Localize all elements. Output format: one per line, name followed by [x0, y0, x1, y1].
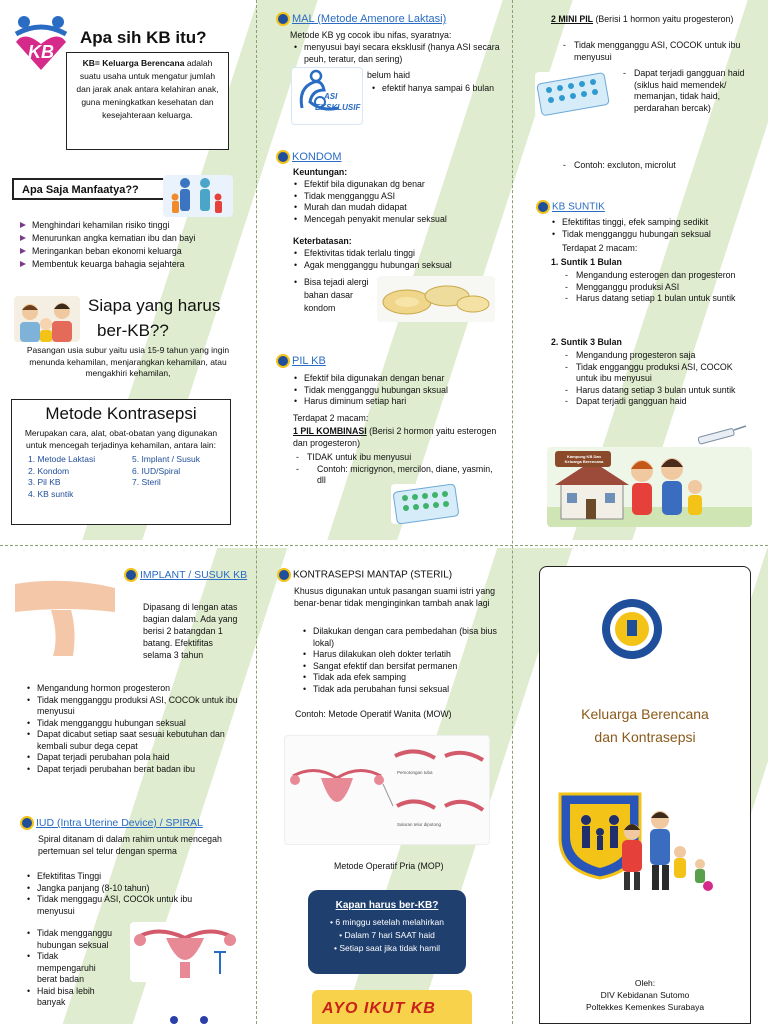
pil-list — [293, 373, 503, 408]
list-item: • menyusui bayi secara eksklusif (hanya ASI secara peuh, teratur, dan sering) — [293, 42, 503, 65]
mini-pil — [551, 14, 751, 26]
list-item: • belum haid — [356, 70, 501, 82]
list-item: • Tidak menggagu ASI, COCOk untuk ibu menyusui — [26, 894, 226, 917]
sterilization-diagram — [284, 735, 490, 845]
pil-kombinasi-list — [293, 452, 493, 487]
poltekkes-emblem-icon — [601, 598, 663, 660]
cover-title-line2: dan Kontrasepsi — [594, 729, 696, 745]
mal-list-2 — [356, 70, 501, 82]
list-item: • Harus diminum setiap hari — [293, 396, 503, 408]
suntik3-heading: 2. Suntik 3 Bulan — [551, 337, 622, 347]
poltekkes-emblem — [601, 598, 663, 660]
oleh-label: Oleh: — [634, 978, 656, 988]
list-item: • Jangka panjang (8-10 tahun) — [26, 883, 226, 895]
eksklusif-label: EKSKLUSIF — [315, 103, 361, 112]
list-item: • Tidak mengganggu hubungan seksual — [26, 718, 248, 730]
mini-pil-list-2 — [620, 68, 760, 114]
kapan-heading: Kapan harus ber-KB? — [335, 900, 439, 911]
iud-list-2 — [26, 928, 116, 1009]
list-item: • Dapat dicabut setiap saat sesuai kebutuhan dan kembali subur dega cepat — [26, 729, 248, 752]
metode-heading: Metode Kontrasepsi — [45, 404, 197, 423]
list-item: • Efektif bila digunakan dg benar — [293, 179, 503, 191]
list-item-text: Setiap saat jika tidak hamil — [339, 943, 440, 953]
suntik1-list — [562, 270, 752, 305]
iud-heading — [20, 816, 203, 830]
kondom-title: KONDOM — [292, 150, 342, 163]
mini-pil-rest: (Berisi 1 hormon yaitu progesteron) — [593, 14, 734, 24]
pil-title: PIL KB — [292, 354, 326, 367]
list-item: Menurunkan angka kematian ibu dan bayi — [18, 232, 248, 245]
list-item: - TIDAK untuk ibu menyusui — [293, 452, 493, 464]
definition-box — [66, 52, 229, 150]
list-item: 3. Pil KB — [28, 477, 61, 487]
list-item: - Contoh: micrigynon, mercilon, diane, yasmin, dll — [293, 464, 493, 487]
list-item: Menghindari kehamilan risiko tinggi — [18, 219, 248, 232]
suntik-list — [551, 217, 761, 240]
kb-logo — [10, 12, 72, 72]
list-item: - Contoh: excluton, microlut — [560, 160, 760, 172]
list-item: • Tidak ada perubahan funsi seksual — [302, 684, 502, 696]
pil-heading — [276, 354, 326, 368]
cover-family-picture — [614, 806, 714, 894]
list-item: • Dapat terjadi perubahan pola haid — [26, 752, 248, 764]
list-item: 7. Steril — [132, 477, 161, 487]
steril-title: KONTRASEPSI MANTAP (STERIL) — [293, 569, 453, 581]
list-item: - Mengandung progesteron saja — [562, 350, 752, 362]
emblem-icon — [20, 816, 34, 830]
emblem-icon — [536, 200, 550, 214]
author-line1: DIV Kebidanan Sutomo — [600, 990, 690, 1000]
emblem-icon — [277, 568, 291, 582]
pil-kombinasi-rest: (Berisi 2 hormon yaitu esterogen dan progesteron) — [293, 426, 497, 448]
list-item: - Mengganggu produksi ASI — [562, 282, 752, 294]
mini-pil-list-3 — [560, 160, 760, 172]
list-item: - Dapat terjadi gangguan haid (siklus haid memendek/ memanjan, tidak haid, perdarahan bercak) — [620, 68, 760, 114]
decoration-dots — [166, 1016, 216, 1024]
metode-list-right — [132, 454, 200, 500]
list-item: 4. KB suntik — [28, 488, 74, 499]
mow-text: Contoh: Metode Operatif Wanita (MOW) — [295, 709, 452, 719]
list-item: - Tidak mengganggu ASI, COCOK untuk ibu menyusui — [560, 40, 760, 63]
syringe-picture — [690, 420, 748, 450]
keuntungan-label: Keuntungan: — [293, 167, 348, 177]
keterbatasan-list-2 — [293, 276, 371, 315]
definition-term: KB= Keluarga Berencana — [82, 58, 185, 68]
list-item: • Bisa tejadi alergi bahan dasar kondom — [293, 276, 371, 315]
keuntungan-list — [293, 179, 503, 225]
siapa-heading-line2: ber-KB?? — [97, 321, 169, 340]
keterbatasan-list — [293, 248, 503, 271]
family-portrait-picture — [14, 296, 80, 342]
suntik-title: KB SUNTIK — [552, 201, 605, 213]
list-item: • Agak mengganggu hubungan seksual — [293, 260, 503, 272]
manfaat-heading: Apa Saja Manfaatya?? — [12, 178, 167, 200]
family-picture — [163, 175, 233, 217]
list-item: • Tidak ada efek samping — [302, 672, 502, 684]
list-item: • Efektif bila digunakan dengan benar — [293, 373, 503, 385]
list-item: - Mengandung esterogen dan progesteron — [562, 270, 752, 282]
logo-text: KB — [28, 42, 54, 62]
implant-title: IMPLANT / SUSUK KB — [140, 569, 248, 581]
mal-list-3 — [371, 83, 501, 95]
suntik-macam: Terdapat 2 macam: — [562, 243, 638, 253]
kampung-kb-picture — [547, 447, 752, 527]
asi-label: ASI — [324, 92, 338, 101]
cover-author — [545, 977, 745, 1013]
list-item: - Tidak engganggu produksi ASI, COCOK untuk ibu menyusui — [562, 362, 752, 385]
list-item: 5. Implant / Susuk — [132, 454, 201, 464]
fold-line — [256, 0, 257, 1024]
uterus-picture — [130, 922, 240, 982]
list-item: • Efektifitas tinggi, efek samping sedikit — [551, 217, 761, 229]
emblem-icon — [124, 568, 138, 582]
list-item: • Murah dan mudah didapat — [293, 202, 503, 214]
kapan-list — [314, 916, 460, 955]
list-item: • Tidak mengganggu hubungan seksual — [26, 928, 116, 951]
suntik-heading — [536, 200, 605, 214]
list-item-text: Dalam 7 hari SAAT haid — [344, 930, 435, 940]
mini-pill-pack-picture — [535, 72, 613, 116]
pill-pack-icon — [391, 484, 461, 524]
banner-text: AYO IKUT KB — [322, 1000, 436, 1017]
mini-pil-list — [560, 40, 760, 63]
list-item: • Mengandung hormon progesteron — [26, 683, 248, 695]
implant-list — [26, 683, 248, 775]
list-item: - Harus datang setiap 3 bulan untuk suntik — [562, 385, 752, 397]
list-item: • Tidak mengganggu hubungan seksual — [551, 229, 761, 241]
list-item: • Mencegah penyakit menular seksual — [293, 214, 503, 226]
list-item: • 6 minggu setelah melahirkan — [329, 917, 445, 927]
emblem-icon — [276, 150, 290, 164]
mini-pill-pack-icon — [535, 72, 613, 116]
implant-text: Dipasang di lengan atas bagian dalam. Ada yang berisi 2 batangdan 1 batang. Efektifitas selama 3 tahun — [143, 602, 238, 660]
steril-list — [302, 626, 502, 695]
definition-text: adalah suatu usaha untuk mengatur jumlah dan jarak anak antara kelahiran anak, guna meningkatkan kesehatan dan kesejahteraan keluarga. — [76, 58, 219, 120]
iud-title: IUD (Intra Uterine Device) / SPIRAL — [36, 816, 203, 829]
diagram-label: Pemotongan tuba — [397, 770, 433, 775]
manfaat-list — [18, 219, 248, 271]
cover-title-line1: Keluarga Berencana — [581, 706, 709, 722]
arm-icon — [15, 576, 120, 658]
list-item: • Dalam 7 hari SAAT haid — [339, 930, 435, 940]
metode-list-left — [28, 454, 132, 500]
mini-pil-head: 2 MINI PIL — [551, 14, 594, 24]
list-item: • Tidak mempengaruhi berat badan — [26, 951, 116, 986]
ayo-ikut-kb-banner — [312, 990, 472, 1024]
condom-icon — [377, 276, 495, 322]
mal-heading — [276, 12, 446, 26]
list-item: Meringankan beban ekonomi keluarga — [18, 245, 248, 258]
metode-text: Merupakan cara, alat, obat-obatan yang digunakan untuk mencegah terjadinya kehamilan, antara lain: — [24, 428, 218, 450]
diagram-label: Saluran telur dipotong — [397, 822, 442, 827]
list-item: • Tidak mengganggu hubungan sksual — [293, 385, 503, 397]
list-item: • Harus dilakukan oleh dokter terlatih — [302, 649, 502, 661]
metode-lists — [20, 454, 222, 500]
steril-text: Khusus digunakan untuk pasangan suami istri yang benar-benar tidak menginginkan tambah anak lagi — [294, 586, 495, 608]
family-portrait-icon — [14, 296, 80, 342]
list-item: • Tidak mengganggu ASI — [293, 191, 503, 203]
steril-heading — [277, 568, 452, 582]
sterilization-diagram-icon — [285, 736, 490, 845]
asi-exclusive-picture — [291, 67, 363, 125]
suntik1-heading: 1. Suntik 1 Bulan — [551, 257, 622, 267]
condom-picture — [377, 276, 495, 322]
list-item: 6. IUD/Spiral — [132, 465, 181, 476]
list-item: • efektif hanya sampai 6 bulan — [371, 83, 501, 95]
emblem-icon — [276, 354, 290, 368]
fold-line — [512, 0, 513, 1024]
list-item: • Dapat terjadi perubahan berat badan ibu — [26, 764, 248, 776]
family-icon — [163, 175, 233, 217]
siapa-heading-line1: Siapa yang harus — [88, 296, 221, 315]
list-item: • Efektifitas Tinggi — [26, 871, 226, 883]
list-item: 2. Kondom — [28, 465, 70, 476]
author-line2: Poltekkes Kemenkes Surabaya — [585, 1002, 705, 1012]
emblem-icon — [276, 12, 290, 26]
uterus-icon — [130, 922, 240, 982]
implant-arm-picture — [15, 576, 120, 658]
kampung-kb-sign: Kampung KB Dan Keluarga Berencana — [564, 454, 604, 464]
metode-box — [11, 399, 231, 525]
keterbatasan-label: Keterbatasan: — [293, 236, 352, 246]
list-item: - Dapat terjadi gangguan haid — [562, 396, 752, 408]
list-item-text: 6 minggu setelah melahirkan — [335, 917, 445, 927]
siapa-text: Pasangan usia subur yaitu usia 15-9 tahun yang ingin menunda kehamilan, menjarangkan kehamilan, atau mengakhiri kehamilan, — [26, 345, 230, 378]
list-item: • Dilakukan dengan cara pembedahan (bisa bius lokal) — [302, 626, 502, 649]
cover-family-icon — [614, 806, 714, 894]
list-item: • Efektivitas tidak terlalu tinggi — [293, 248, 503, 260]
mop-text: Metode Operatif Pria (MOP) — [334, 861, 444, 871]
list-item: • Setiap saat jika tidak hamil — [334, 943, 440, 953]
mal-list — [293, 42, 503, 65]
pil-kombinasi — [293, 426, 503, 449]
implant-heading — [124, 568, 249, 582]
list-item: • Tidak mengganggu produksi ASI, COCOk untuk ibu menyusui — [26, 695, 248, 718]
pil-macam: Terdapat 2 macam: — [293, 413, 369, 423]
fold-line — [0, 545, 768, 546]
kapan-box — [308, 890, 466, 974]
iud-list — [26, 871, 226, 917]
kondom-heading — [276, 150, 342, 164]
list-item: 1. Metode Laktasi — [28, 454, 96, 464]
mal-intro: Metode KB yg cocok ibu nifas, syaratnya: — [290, 30, 452, 40]
cover-title — [545, 703, 745, 749]
pil-kombinasi-head: 1 PIL KOMBINASI — [293, 426, 367, 436]
page-title: Apa sih KB itu? — [80, 28, 207, 47]
pill-pack-picture — [391, 484, 461, 524]
mal-title: MAL (Metode Amenore Laktasi) — [292, 12, 447, 25]
list-item: Membentuk keuarga bahagia sejahtera — [18, 258, 248, 271]
list-item: • Haid bisa lebih banyak — [26, 986, 116, 1009]
suntik3-list — [562, 350, 752, 408]
iud-text: Spiral ditanam di dalam rahim untuk mencegah pertemuan sel telur dengan sperma — [38, 834, 222, 856]
list-item: • Sangat efektif dan bersifat permanen — [302, 661, 502, 673]
syringe-icon — [690, 420, 748, 450]
list-item: - Harus datang setiap 1 bulan untuk suntik — [562, 293, 752, 305]
